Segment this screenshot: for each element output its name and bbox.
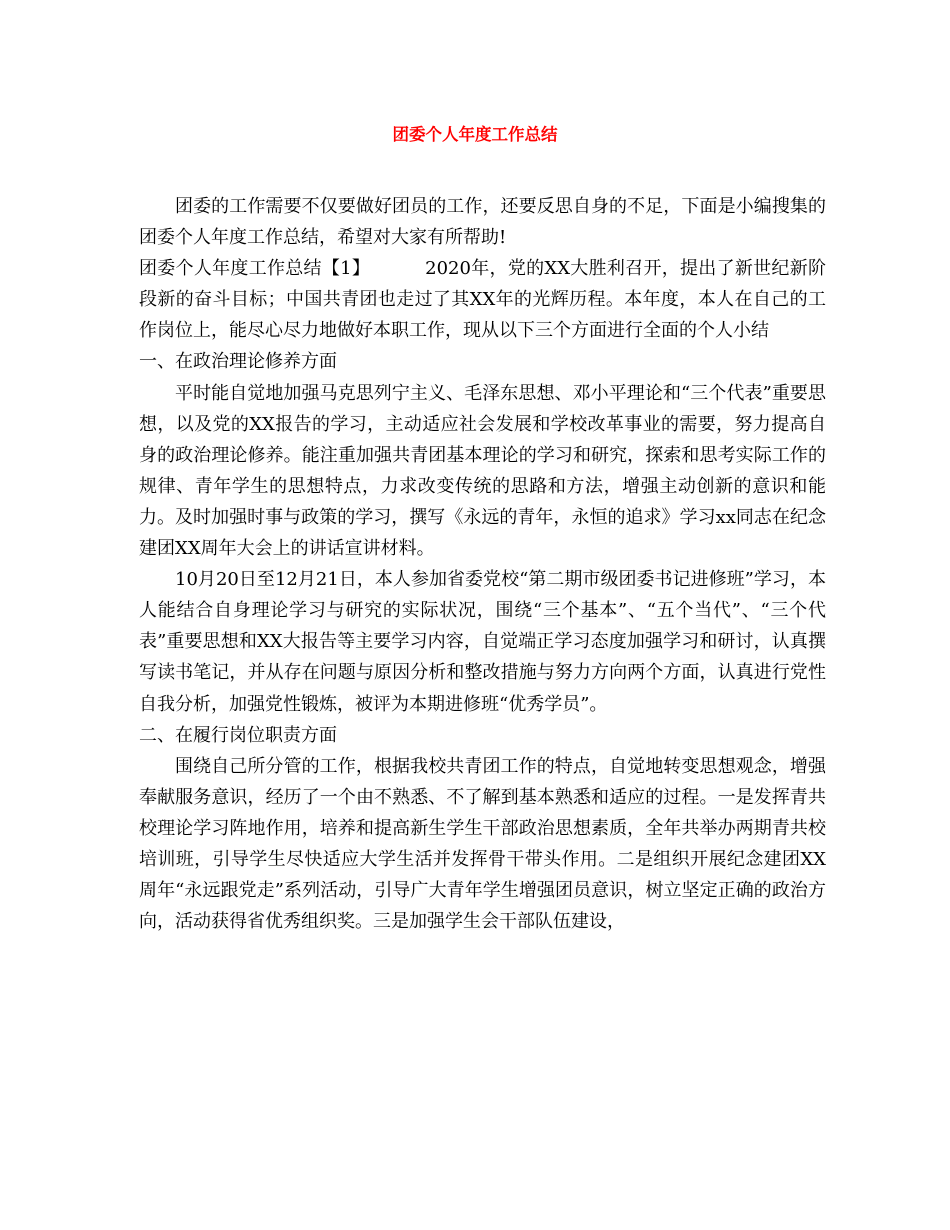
paragraph-political-theory: 平时能自觉地加强马克思列宁主义、毛泽东思想、邓小平理论和“三个代表”重要思想，以及党的XX报告的学习，主动适应社会发展和学校改革事业的需要，努力提高自身的政治理论修养。能注重加强共青团基本理论的学习和研究，探索和思考实际工作的规律、青年学生的思想特点，力求改变传统的思路和方法，增强主动创新的意识和能力。及时加强时事与政策的学习，撰写《永远的青年，永恒的追求》学习xx同志在纪念建团XX周年大会上的讲话宣讲材料。	[139, 382, 826, 560]
document-title: 团委个人年度工作总结	[392, 125, 558, 144]
document-body	[139, 191, 826, 937]
paragraph-job-duties: 围绕自己所分管的工作，根据我校共青团工作的特点，自觉地转变思想观念，增强奉献服务意识，经历了一个由不熟悉、不了解到基本熟悉和适应的过程。一是发挥青共校理论学习阵地作用，培养和提高新生学生干部政治思想素质，全年共举办两期青共校培训班，引导学生尽快适应大学生活并发挥骨干带头作用。二是组织开展纪念建团XX周年“永远跟党走”系列活动，引导广大青年学生增强团员意识，树立坚定正确的政治方向，活动获得省优秀组织奖。三是加强学生会干部队伍建设，	[139, 755, 826, 933]
section-paragraph	[139, 253, 826, 346]
section-label: 团委个人年度工作总结【1】	[139, 258, 371, 280]
section-lead: 2020年，党的XX大胜利召开，提出了新世纪新阶段新的奋斗目标；中国共青团也走过了其XX年的光辉历程。本年度，本人在自己的工作岗位上，能尽心尽力地做好本职工作，现从以下三个方面进行全面的个人小结	[139, 258, 827, 342]
paragraph-training-class: 10月20日至12月21日，本人参加省委党校“第二期市级团委书记进修班”学习，本人能结合自身理论学习与研究的实际状况，围绕“三个基本”、“五个当代”、“三个代表”重要思想和XX大报告等主要学习内容，自觉端正学习态度加强学习和研讨，认真撰写读书笔记，并从存在问题与原因分析和整改措施与努力方向两个方面，认真进行党性自我分析，加强党性锻炼，被评为本期进修班“优秀学员”。	[139, 569, 826, 715]
heading-political-theory: 一、在政治理论修养方面	[139, 351, 337, 373]
heading-job-duties: 二、在履行岗位职责方面	[139, 724, 337, 746]
intro-paragraph: 团委的工作需要不仅要做好团员的工作，还要反思自身的不足，下面是小编搜集的团委个人年度工作总结，希望对大家有所帮助!	[139, 196, 826, 249]
